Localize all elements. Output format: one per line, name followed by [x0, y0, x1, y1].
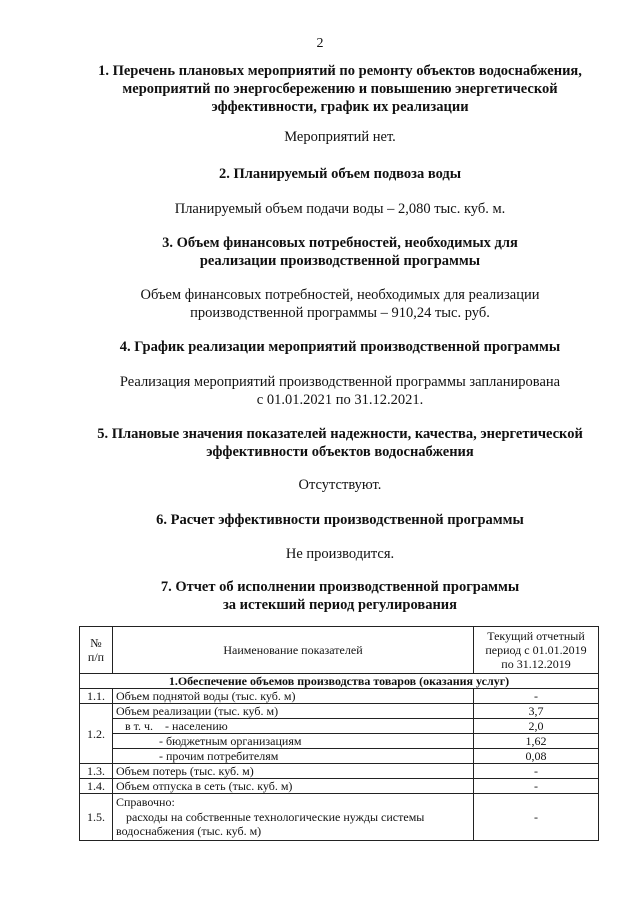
- table-row: в т. ч. - населению 2,0: [80, 719, 599, 734]
- table-header-row: [80, 627, 599, 674]
- section-6-body: Не производится.: [285, 546, 395, 562]
- table-section-title: 1.Обеспечение объемов производства товаров (оказания услуг): [80, 674, 599, 689]
- section-1-heading: 1. Перечень плановых мероприятий по ремонту объектов водоснабжения, мероприятий по энергосбережению и повышению энергетической эффективности, график их реализации: [98, 63, 582, 115]
- table-row: 1.3. Объем потерь (тыс. куб. м) -: [80, 764, 599, 779]
- section-7-heading: 7. Отчет об исполнении производственной программы за истекший период регулирования: [160, 579, 520, 613]
- section-5-body: Отсутствуют.: [298, 477, 382, 493]
- section-5-heading: 5. Плановые значения показателей надежности, качества, энергетической эффективности объектов водоснабжения: [97, 426, 583, 460]
- section-2-body: Планируемый объем подачи воды – 2,080 тыс. куб. м.: [174, 201, 506, 217]
- section-6-heading: 6. Расчет эффективности производственной программы: [156, 512, 524, 528]
- section-4-heading: 4. График реализации мероприятий производственной программы: [119, 339, 561, 355]
- header-num: № п/п: [80, 627, 113, 674]
- section-3-heading: 3. Объем финансовых потребностей, необходимых для реализации производственной программы: [162, 235, 518, 269]
- table-section-row: [80, 674, 599, 689]
- header-name: Наименование показателей: [113, 627, 474, 674]
- report-table: [79, 626, 599, 841]
- table-row: 1.4. Объем отпуска в сеть (тыс. куб. м) -: [80, 779, 599, 794]
- section-3-body: Объем финансовых потребностей, необходимых для реализации производственной программы – 910,24 тыс. руб.: [140, 287, 540, 321]
- section-2-heading: 2. Планируемый объем подвоза воды: [218, 166, 462, 182]
- section-4-body: Реализация мероприятий производственной программы запланирована с 01.01.2021 по 31.12.2021.: [119, 374, 561, 408]
- table-row: - бюджетным организациям 1,62: [80, 734, 599, 749]
- section-1-body: Мероприятий нет.: [284, 129, 396, 145]
- header-period: Текущий отчетный период с 01.01.2019 по 31.12.2019: [474, 627, 599, 674]
- table-row: - прочим потребителям 0,08: [80, 749, 599, 764]
- table-row: 1.1. Объем поднятой воды (тыс. куб. м) -: [80, 689, 599, 704]
- page-number: 2: [316, 36, 324, 51]
- table-row: 1.5. Справочно: расходы на собственные технологические нужды системы водоснабжения (тыс. куб. м) -: [80, 794, 599, 841]
- table-row: 1.2. Объем реализации (тыс. куб. м) 3,7: [80, 704, 599, 719]
